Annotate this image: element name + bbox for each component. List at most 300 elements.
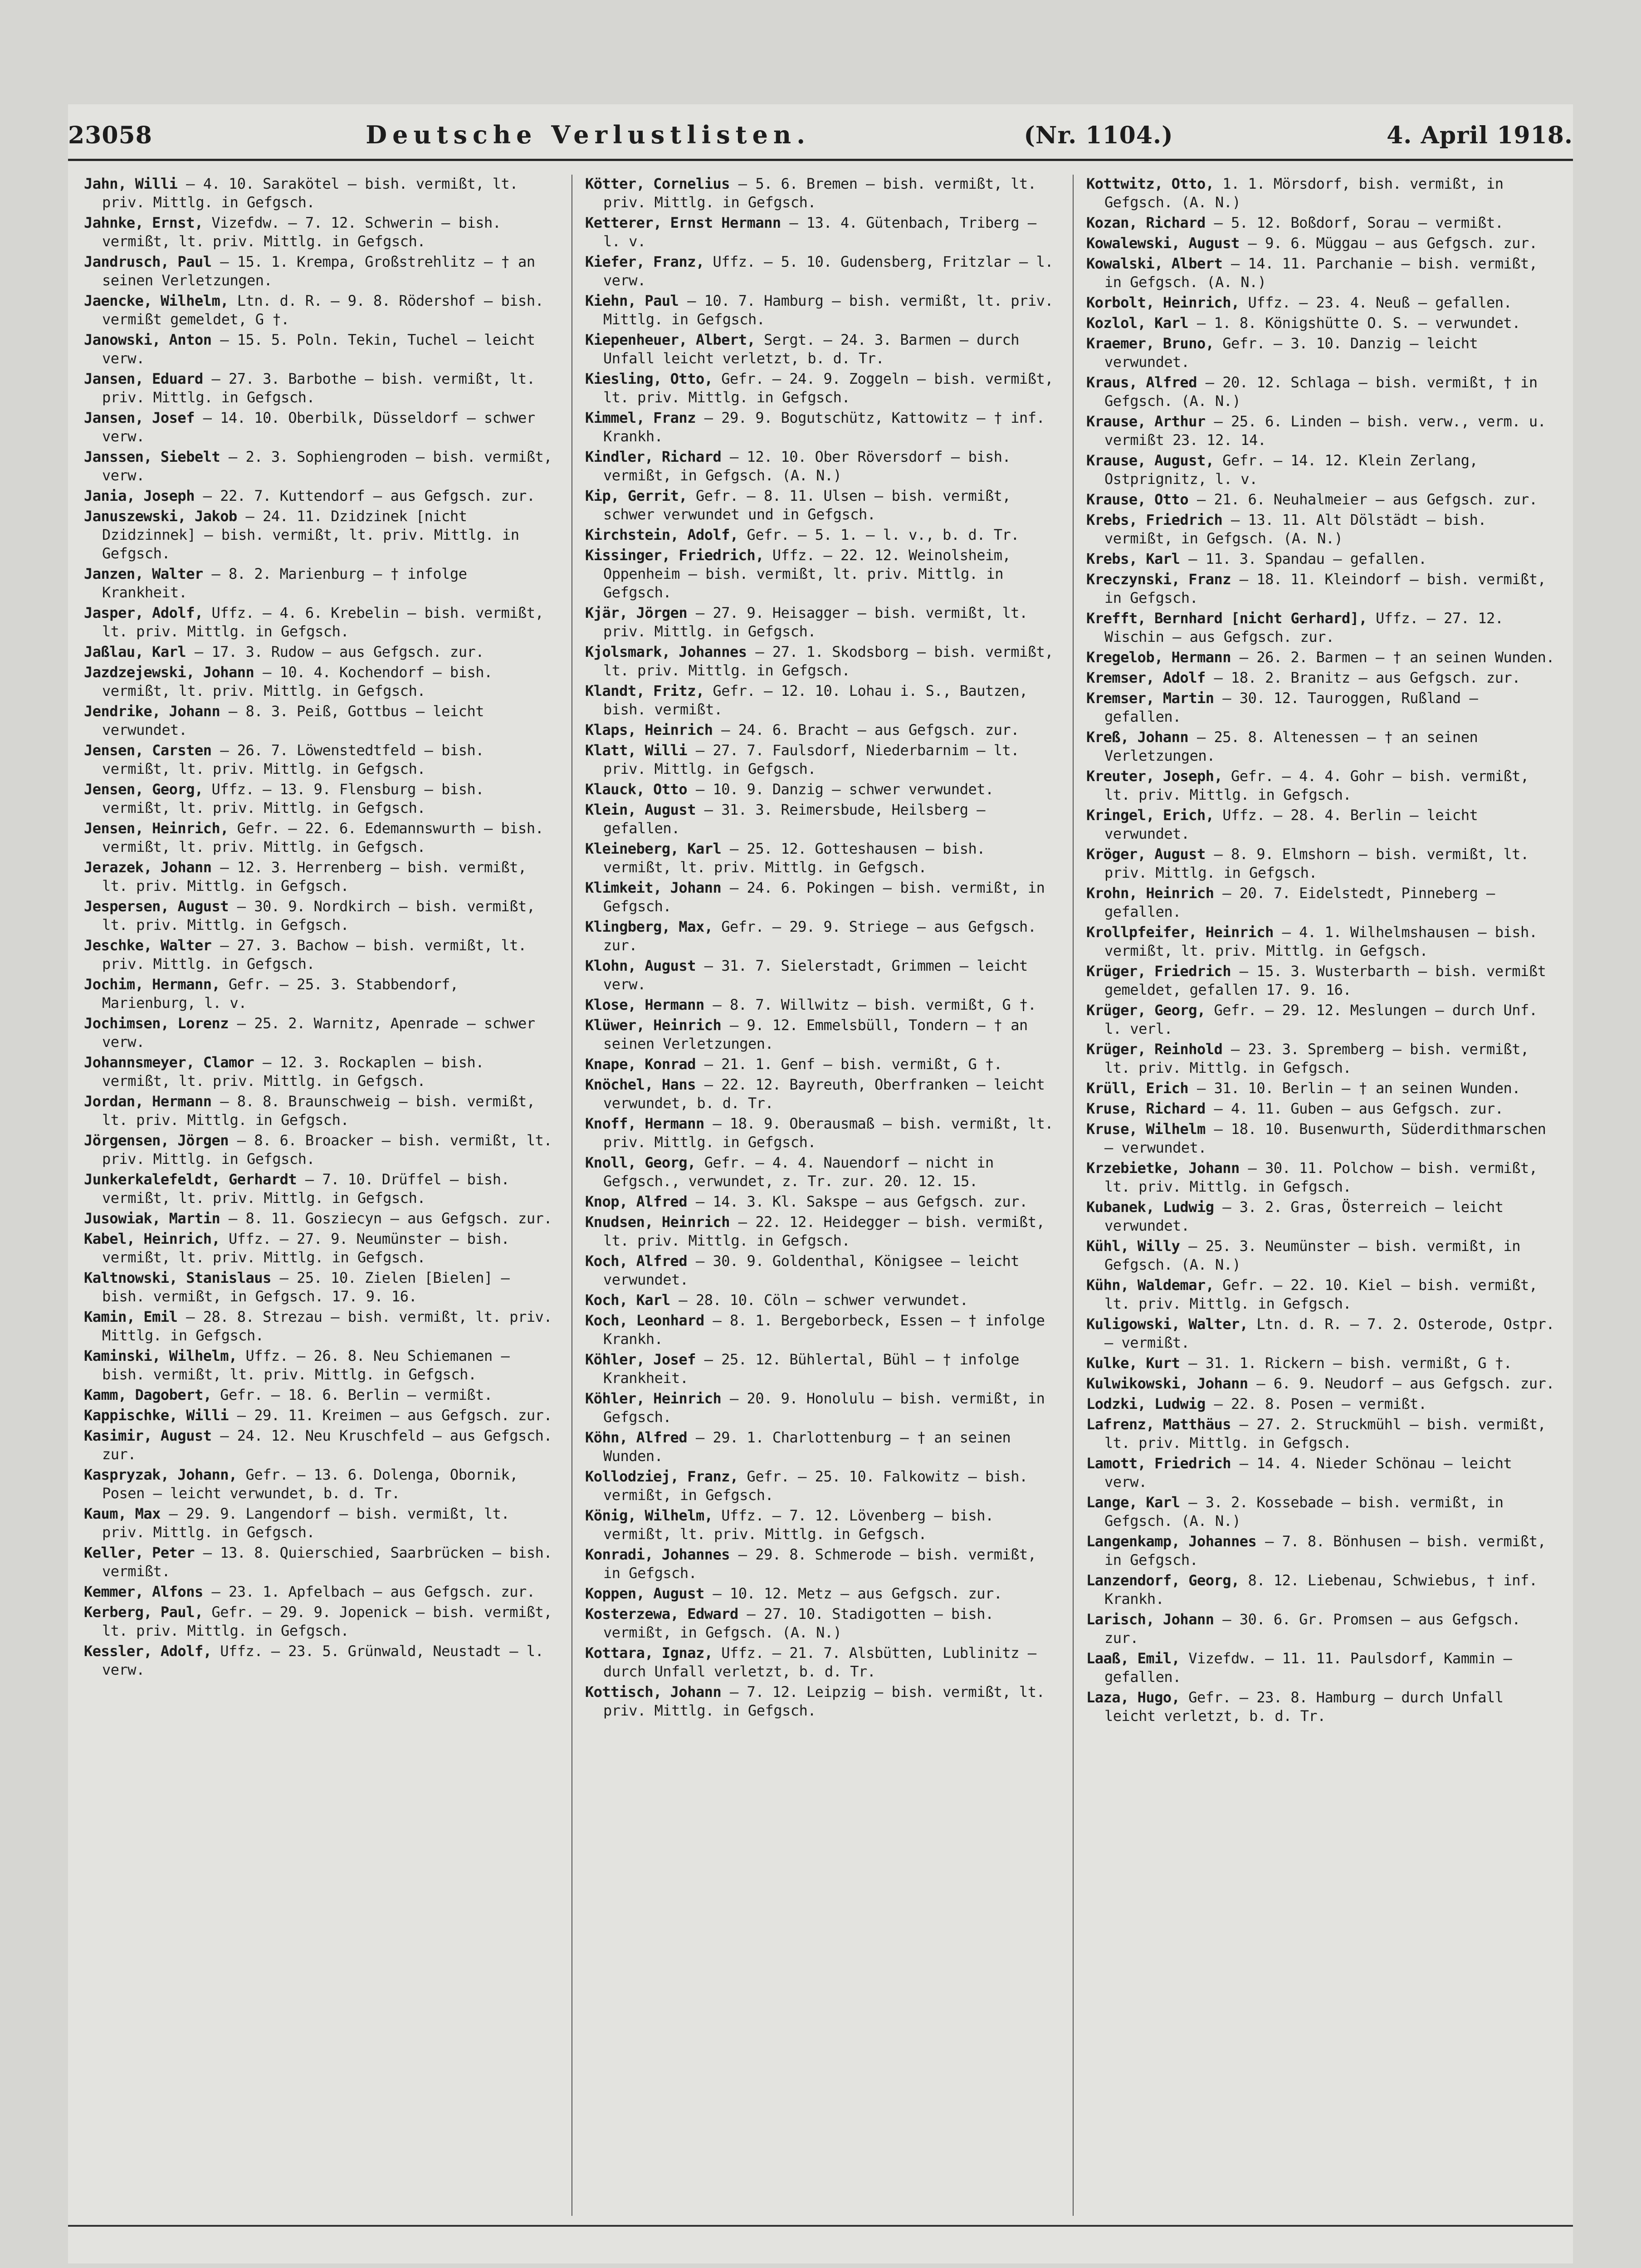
casualty-name: Kamm, Dagobert, <box>84 1386 212 1403</box>
casualty-details: — 29. 9. Bogutschütz, Kattowitz — † inf. Krankh. <box>603 409 1045 445</box>
casualty-entry <box>585 1075 1057 1113</box>
casualty-entry <box>585 996 1057 1014</box>
casualty-details: — 8. 6. Broacker — bish. vermißt, lt. priv. Mittlg. in Gefgsch. <box>102 1132 552 1168</box>
casualty-name: Lafrenz, Matthäus <box>1086 1416 1231 1433</box>
issue-date: 4. April 1918. <box>1387 122 1573 149</box>
casualty-name: Kamin, Emil <box>84 1308 178 1325</box>
casualty-details: — 17. 3. Rudow — aus Gefgsch. zur. <box>194 643 484 660</box>
casualty-details: — 12. 10. Ober Röversdorf — bish. vermißt, in Gefgsch. (A. N.) <box>603 448 1011 484</box>
casualty-details: Uffz. — 21. 7. Alsbütten, Lublinitz — durch Unfall verletzt, b. d. Tr. <box>603 1644 1036 1680</box>
casualty-details: — 25. 2. Warnitz, Apenrade — schwer verw. <box>102 1015 535 1051</box>
casualty-name: Kindler, Richard <box>585 448 722 465</box>
casualty-details: — 27. 3. Barbothe — bish. vermißt, lt. priv. Mittlg. in Gefgsch. <box>102 370 535 406</box>
casualty-entry <box>1086 962 1558 999</box>
casualty-name: Kozan, Richard <box>1086 214 1206 231</box>
casualty-name: Kowalewski, August <box>1086 235 1240 252</box>
casualty-name: Kaminski, Wilhelm, <box>84 1347 237 1364</box>
casualty-entry <box>1086 845 1558 882</box>
casualty-name: Koppen, August <box>585 1585 704 1602</box>
casualty-details: — 18. 10. Busenwurth, Süderdithmarschen — verwundet. <box>1104 1120 1546 1156</box>
casualty-details: — 20. 12. Schlaga — bish. vermißt, † in Gefgsch. (A. N.) <box>1104 374 1538 410</box>
casualty-entry <box>84 1427 556 1464</box>
casualty-details: — 30. 9. Nordkirch — bish. vermißt, lt. priv. Mittlg. in Gefgsch. <box>102 898 535 934</box>
casualty-details: — 8. 9. Elmshorn — bish. vermißt, lt. priv. Mittlg. in Gefgsch. <box>1104 846 1529 881</box>
casualty-entry <box>1086 923 1558 960</box>
casualty-details: — 27. 2. Struckmühl — bish. vermißt, lt. priv. Mittlg. in Gefgsch. <box>1104 1416 1546 1452</box>
casualty-name: Janssen, Siebelt <box>84 448 220 465</box>
casualty-details: Uffz. — 22. 12. Weinolsheim, Oppenheim — bish. vermißt, lt. priv. Mittlg. in Gefgsch. <box>603 547 1011 601</box>
casualty-entry <box>1086 1276 1558 1313</box>
casualty-details: — 24. 12. Neu Kruschfeld — aus Gefgsch. zur. <box>102 1427 552 1463</box>
casualty-name: Krüger, Reinhold <box>1086 1041 1223 1058</box>
casualty-name: Jusowiak, Martin <box>84 1210 220 1227</box>
casualty-details: — 22. 7. Kuttendorf — aus Gefgsch. zur. <box>203 487 535 504</box>
casualty-name: Kreczynski, Franz <box>1086 571 1231 588</box>
casualty-name: Jania, Joseph <box>84 487 195 504</box>
casualty-entry <box>84 292 556 329</box>
casualty-entry <box>585 1350 1057 1388</box>
casualty-entry <box>1086 175 1558 212</box>
casualty-name: Kimmel, Franz <box>585 409 696 426</box>
casualty-entry <box>1086 1198 1558 1235</box>
casualty-name: Kaltnowski, Stanislaus <box>84 1269 271 1286</box>
casualty-name: Krefft, Bernhard [nicht Gerhard], <box>1086 610 1368 627</box>
casualty-name: Kessler, Adolf, <box>84 1642 212 1660</box>
casualty-name: Krzebietke, Johann <box>1086 1159 1240 1177</box>
casualty-entry <box>84 1642 556 1679</box>
casualty-details: — 10. 7. Hamburg — bish. vermißt, lt. priv. Mittlg. in Gefgsch. <box>603 292 1054 328</box>
casualty-entry <box>585 780 1057 799</box>
casualty-name: Kühn, Waldemar, <box>1086 1276 1214 1294</box>
casualty-name: Lodzki, Ludwig <box>1086 1395 1206 1413</box>
casualty-entry <box>1086 1454 1558 1491</box>
casualty-entry <box>1086 1571 1558 1608</box>
casualty-details: — 10. 9. Danzig — schwer verwundet. <box>695 781 994 798</box>
casualty-entry <box>1086 511 1558 548</box>
page-number: 23058 <box>68 122 152 149</box>
casualty-details: — 18. 9. Oberausmaß — bish. vermißt, lt. priv. Mittlg. in Gefgsch. <box>603 1115 1054 1151</box>
casualty-entry <box>585 741 1057 778</box>
casualty-details: — 7. 10. Drüffel — bish. vermißt, lt. priv. Mittlg. in Gefgsch. <box>102 1171 510 1207</box>
casualty-details: — 23. 3. Spremberg — bish. vermißt, lt. priv. Mittlg. in Gefgsch. <box>1104 1041 1529 1076</box>
casualty-name: Jazdzejewski, Johann <box>84 664 254 681</box>
casualty-entry <box>585 918 1057 955</box>
casualty-entry <box>84 565 556 602</box>
casualty-details: Gefr. — 14. 12. Klein Zerlang, Ostprignitz, l. v. <box>1104 452 1478 488</box>
casualty-name: Klauck, Otto <box>585 781 688 798</box>
casualty-name: Kowalski, Albert <box>1086 255 1223 272</box>
casualty-details: — 26. 2. Barmen — † an seinen Wunden. <box>1239 649 1555 666</box>
publication-title: Deutsche Verlustlisten. <box>366 120 811 149</box>
casualty-details: — 24. 6. Pokingen — bish. vermißt, in Gefgsch. <box>603 879 1045 915</box>
casualty-name: Jensen, Georg, <box>84 781 203 798</box>
casualty-entry <box>1086 1159 1558 1196</box>
casualty-details: — 27. 10. Stadigotten — bish. vermißt, in Gefgsch. (A. N.) <box>603 1605 994 1641</box>
casualty-entry <box>84 663 556 700</box>
casualty-name: Janowski, Anton <box>84 331 212 348</box>
casualty-entry <box>1086 728 1558 765</box>
casualty-name: Kiehn, Paul <box>585 292 679 309</box>
casualty-entry <box>585 1311 1057 1349</box>
casualty-entry <box>1086 884 1558 921</box>
casualty-entry <box>1086 1237 1558 1274</box>
casualty-name: Kip, Gerrit, <box>585 487 688 504</box>
casualty-entry <box>1086 1079 1558 1098</box>
casualty-name: Köhler, Josef <box>585 1351 696 1368</box>
casualty-details: — 30. 9. Goldenthal, Königsee — leicht verwundet. <box>603 1252 1020 1288</box>
casualty-name: Krollpfeifer, Heinrich <box>1086 924 1274 941</box>
casualty-details: Uffz. — 13. 9. Flensburg — bish. vermißt, lt. priv. Mittlg. in Gefgsch. <box>102 781 484 816</box>
casualty-name: Junkerkalefeldt, Gerhardt <box>84 1171 297 1188</box>
casualty-entry <box>585 1016 1057 1053</box>
casualty-entry <box>84 1583 556 1601</box>
casualty-name: Jendrike, Johann <box>84 703 220 720</box>
casualty-name: Konradi, Johannes <box>585 1546 730 1563</box>
casualty-name: Kemmer, Alfons <box>84 1583 203 1600</box>
issue-number: (Nr. 1104.) <box>1024 122 1173 149</box>
casualty-name: Knoff, Hermann <box>585 1115 704 1132</box>
casualty-details: Gefr. — 18. 6. Berlin — vermißt. <box>220 1386 493 1403</box>
casualty-entry <box>1086 1120 1558 1157</box>
casualty-details: — 29. 9. Langendorf — bish. vermißt, lt. priv. Mittlg. in Gefgsch. <box>102 1505 510 1541</box>
casualty-details: Ltn. d. R. — 7. 2. Osterode, Ostpr. — vermißt. <box>1104 1315 1555 1351</box>
casualty-entry <box>585 526 1057 544</box>
casualty-details: — 14. 11. Parchanie — bish. vermißt, in Gefgsch. (A. N.) <box>1104 255 1538 291</box>
casualty-entry <box>585 1252 1057 1289</box>
casualty-entry <box>1086 254 1558 292</box>
casualty-details: — 8. 11. Gosziecyn — aus Gefgsch. zur. <box>229 1210 552 1227</box>
casualty-details: — 27. 3. Bachow — bish. vermißt, lt. priv. Mittlg. in Gefgsch. <box>102 937 527 973</box>
casualty-name: Jensen, Heinrich, <box>84 820 229 837</box>
casualty-entry <box>585 1193 1057 1211</box>
casualty-entry <box>585 1545 1057 1583</box>
casualty-details: — 29. 8. Schmerode — bish. vermißt, in Gefgsch. <box>603 1546 1036 1582</box>
casualty-entry <box>84 331 556 368</box>
casualty-name: Krebs, Karl <box>1086 550 1180 567</box>
casualty-details: — 7. 12. Leipzig — bish. vermißt, lt. priv. Mittlg. in Gefgsch. <box>603 1683 1045 1719</box>
casualty-details: — 12. 3. Herrenberg — bish. vermißt, lt. priv. Mittlg. in Gefgsch. <box>102 859 527 894</box>
casualty-entry <box>84 1603 556 1640</box>
casualty-details: Gefr. — 8. 11. Ulsen — bish. vermißt, schwer verwundet und in Gefgsch. <box>603 487 1011 523</box>
casualty-entry <box>84 1170 556 1207</box>
casualty-name: Kreß, Johann <box>1086 728 1189 746</box>
casualty-name: Klose, Hermann <box>585 996 704 1013</box>
casualty-entry <box>1086 234 1558 253</box>
casualty-name: Jeschke, Walter <box>84 937 212 954</box>
casualty-name: Langenkamp, Johannes <box>1086 1533 1257 1550</box>
header-rule <box>68 159 1573 161</box>
casualty-details: — 25. 10. Zielen [Bielen] — bish. vermißt, in Gefgsch. 17. 9. 16. <box>102 1269 510 1305</box>
casualty-name: Keller, Peter <box>84 1544 195 1561</box>
casualty-name: Kaum, Max <box>84 1505 161 1522</box>
casualty-entry <box>84 409 556 446</box>
casualty-entry <box>1086 806 1558 843</box>
casualty-name: König, Wilhelm, <box>585 1507 713 1524</box>
casualty-entry <box>84 741 556 778</box>
casualty-name: Klandt, Fritz, <box>585 682 704 699</box>
casualty-entry <box>84 1014 556 1051</box>
casualty-entry <box>84 780 556 817</box>
casualty-entry <box>84 1131 556 1168</box>
casualty-name: Klatt, Willi <box>585 742 688 759</box>
casualty-entry <box>1086 570 1558 607</box>
casualty-entry <box>84 643 556 661</box>
casualty-name: Laaß, Emil, <box>1086 1650 1180 1667</box>
casualty-name: Klimkeit, Johann <box>585 879 722 896</box>
casualty-name: Krause, Otto <box>1086 491 1189 508</box>
casualty-name: Kottisch, Johann <box>585 1683 722 1701</box>
casualty-entry <box>84 858 556 895</box>
casualty-entry <box>1086 1354 1558 1373</box>
casualty-entry <box>585 546 1057 602</box>
casualty-entry <box>1086 689 1558 726</box>
casualty-entry <box>84 1347 556 1384</box>
casualty-details: — 31. 3. Reimersbude, Heilsberg — gefallen. <box>603 801 985 837</box>
casualty-name: Kiepenheuer, Albert, <box>585 331 756 348</box>
casualty-details: — 25. 12. Gotteshausen — bish. vermißt, lt. priv. Mittlg. in Gefgsch. <box>603 840 985 876</box>
casualty-details: — 22. 12. Bayreuth, Oberfranken — leicht verwundet, b. d. Tr. <box>603 1076 1045 1112</box>
casualty-details: Gefr. — 22. 10. Kiel — bish. vermißt, lt. priv. Mittlg. in Gefgsch. <box>1104 1276 1538 1312</box>
casualty-details: Gefr. — 29. 9. Striege — aus Gefgsch. zur. <box>603 918 1036 954</box>
casualty-name: Kiesling, Otto, <box>585 370 713 387</box>
casualty-details: — 29. 11. Kreimen — aus Gefgsch. zur. <box>237 1407 552 1424</box>
casualty-details: Gefr. — 4. 4. Nauendorf — nicht in Gefgsch., verwundet, z. Tr. zur. 20. 12. 15. <box>603 1154 994 1190</box>
casualty-details: — 25. 12. Bühlertal, Bühl — † infolge Krankheit. <box>603 1351 1020 1387</box>
casualty-name: Kruse, Richard <box>1086 1100 1206 1117</box>
casualty-name: Kerberg, Paul, <box>84 1603 203 1621</box>
casualty-entry <box>585 292 1057 329</box>
casualty-entry <box>84 975 556 1012</box>
casualty-details: — 14. 3. Kl. Sakspe — aus Gefgsch. zur. <box>695 1193 1028 1210</box>
casualty-details: — 22. 12. Heidegger — bish. vermißt, lt. priv. Mittlg. in Gefgsch. <box>603 1213 1045 1249</box>
casualty-details: Gefr. — 13. 6. Dolenga, Obornik, Posen — leicht verwundet, b. d. Tr. <box>102 1466 518 1502</box>
casualty-details: — 20. 7. Eidelstedt, Pinneberg — gefallen. <box>1104 885 1495 920</box>
casualty-name: Jordan, Hermann <box>84 1093 212 1110</box>
casualty-details: — 3. 2. Kossebade — bish. vermißt, in Gefgsch. (A. N.) <box>1104 1494 1504 1530</box>
casualty-entry <box>1086 1395 1558 1413</box>
casualty-details: — 27. 9. Heisagger — bish. vermißt, lt. priv. Mittlg. in Gefgsch. <box>603 604 1028 640</box>
casualty-entry <box>1086 1610 1558 1647</box>
casualty-entry <box>84 1209 556 1228</box>
casualty-details: — 28. 10. Cöln — schwer verwundet. <box>679 1291 968 1309</box>
casualty-name: Kröger, August <box>1086 846 1206 863</box>
casualty-name: Kühl, Willy <box>1086 1237 1180 1255</box>
casualty-entry <box>84 175 556 212</box>
casualty-entry <box>84 1406 556 1425</box>
casualty-details: — 30. 12. Tauroggen, Rußland — gefallen. <box>1104 689 1478 725</box>
casualty-entry <box>84 1466 556 1503</box>
casualty-entry <box>84 936 556 973</box>
casualty-details: 1. 1. Mörsdorf, bish. vermißt, in Gefgsch. (A. N.) <box>1104 175 1504 211</box>
casualty-name: Klüwer, Heinrich <box>585 1017 722 1034</box>
casualty-entry <box>1086 1374 1558 1393</box>
casualty-details: — 13. 4. Gütenbach, Triberg — l. v. <box>603 214 1036 250</box>
casualty-entry <box>84 819 556 856</box>
casualty-entry <box>84 253 556 290</box>
casualty-entry <box>585 1428 1057 1466</box>
casualty-details: — 12. 3. Rockaplen — bish. vermißt, lt. priv. Mittlg. in Gefgsch. <box>102 1054 484 1090</box>
casualty-name: Jansen, Josef <box>84 409 195 426</box>
casualty-name: Kringel, Erich, <box>1086 807 1214 824</box>
casualty-name: Kaspryzak, Johann, <box>84 1466 237 1483</box>
casualty-details: — 25. 3. Neumünster — bish. vermißt, in Gefgsch. (A. N.) <box>1104 1237 1521 1273</box>
casualty-entry <box>585 801 1057 838</box>
casualty-name: Kremser, Adolf <box>1086 669 1206 686</box>
casualty-details: Gefr. — 22. 6. Edemannswurth — bish. vermißt, lt. priv. Mittlg. in Gefgsch. <box>102 820 544 855</box>
casualty-entry <box>84 214 556 251</box>
casualty-details: — 15. 1. Krempa, Großstrehlitz — † an seinen Verletzungen. <box>102 253 535 289</box>
casualty-details: — 21. 6. Neuhalmeier — aus Gefgsch. zur. <box>1197 491 1538 508</box>
casualty-details: — 8. 7. Willwitz — bish. vermißt, G †. <box>713 996 1036 1013</box>
casualty-details: Vizefdw. — 7. 12. Schwerin — bish. vermißt, lt. priv. Mittlg. in Gefgsch. <box>102 214 501 250</box>
casualty-details: — 18. 2. Branitz — aus Gefgsch. zur. <box>1214 669 1521 686</box>
casualty-name: Jasper, Adolf, <box>84 604 203 621</box>
casualty-details: — 27. 1. Skodsborg — bish. vermißt, lt. priv. Mittlg. in Gefgsch. <box>603 643 1054 679</box>
casualty-entry <box>585 175 1057 212</box>
casualty-entry <box>585 1055 1057 1074</box>
casualty-name: Kraemer, Bruno, <box>1086 335 1214 352</box>
casualty-details: — 9. 6. Müggau — aus Gefgsch. zur. <box>1248 235 1538 252</box>
casualty-name: Knoll, Georg, <box>585 1154 696 1171</box>
casualty-details: Uffz. — 7. 12. Lövenberg — bish. vermißt, lt. priv. Mittlg. in Gefgsch. <box>603 1507 994 1543</box>
casualty-name: Johannsmeyer, Clamor <box>84 1054 254 1071</box>
casualty-name: Lanzendorf, Georg, <box>1086 1572 1240 1589</box>
casualty-entry <box>585 370 1057 407</box>
casualty-entry <box>84 487 556 505</box>
casualty-entry <box>84 1308 556 1345</box>
casualty-name: Kottwitz, Otto, <box>1086 175 1214 192</box>
casualty-entry <box>84 702 556 739</box>
casualty-entry <box>84 448 556 485</box>
casualty-details: — 4. 1. Wilhelmshausen — bish. vermißt, lt. priv. Mittlg. in Gefgsch. <box>1104 924 1538 959</box>
casualty-name: Jörgensen, Jörgen <box>84 1132 229 1149</box>
casualty-entry <box>1086 412 1558 450</box>
casualty-entry <box>1086 1532 1558 1569</box>
casualty-name: Kjolsmark, Johannes <box>585 643 747 660</box>
casualty-details: — 30. 11. Polchow — bish. vermißt, lt. priv. Mittlg. in Gefgsch. <box>1104 1159 1538 1195</box>
casualty-name: Jochim, Hermann, <box>84 976 220 993</box>
casualty-entry <box>1086 550 1558 568</box>
casualty-details: — 30. 6. Gr. Promsen — aus Gefgsch. zur. <box>1104 1611 1521 1647</box>
casualty-details: Uffz. — 23. 5. Grünwald, Neustadt — l. verw. <box>102 1642 544 1678</box>
casualty-name: Kollodziej, Franz, <box>585 1468 738 1485</box>
casualty-entry <box>585 331 1057 368</box>
casualty-entry <box>585 1584 1057 1603</box>
casualty-details: Uffz. — 23. 4. Neuß — gefallen. <box>1248 294 1512 311</box>
casualty-details: 8. 12. Liebenau, Schwiebus, † inf. Krankh. <box>1104 1572 1538 1608</box>
casualty-name: Kulke, Kurt <box>1086 1354 1180 1372</box>
casualty-name: Köhler, Heinrich <box>585 1390 722 1407</box>
casualty-details: — 26. 7. Löwenstedtfeld — bish. vermißt, lt. priv. Mittlg. in Gefgsch. <box>102 742 484 777</box>
column-2 <box>585 175 1057 2216</box>
column-1 <box>84 175 556 2216</box>
casualty-details: — 15. 3. Wusterbarth — bish. vermißt gemeldet, gefallen 17. 9. 16. <box>1104 963 1546 998</box>
casualty-details: — 5. 12. Boßdorf, Sorau — vermißt. <box>1214 214 1504 231</box>
casualty-entry <box>585 1506 1057 1544</box>
casualty-entry <box>585 682 1057 719</box>
casualty-details: — 10. 4. Kochendorf — bish. vermißt, lt. priv. Mittlg. in Gefgsch. <box>102 664 493 699</box>
casualty-name: Kubanek, Ludwig <box>1086 1198 1214 1216</box>
casualty-name: Korbolt, Heinrich, <box>1086 294 1240 311</box>
casualty-details: Uffz. — 26. 8. Neu Schiemanen — bish. vermißt, lt. priv. Mittlg. in Gefgsch. <box>102 1347 510 1383</box>
casualty-name: Kappischke, Willi <box>84 1407 229 1424</box>
casualty-details: — 5. 6. Bremen — bish. vermißt, lt. priv. Mittlg. in Gefgsch. <box>603 175 1036 211</box>
casualty-name: Knudsen, Heinrich <box>585 1213 730 1231</box>
casualty-name: Ketterer, Ernst Hermann <box>585 214 781 231</box>
casualty-name: Janzen, Walter <box>84 565 203 582</box>
casualty-entry <box>1086 1100 1558 1118</box>
casualty-details: Gefr. — 25. 10. Falkowitz — bish. vermißt, in Gefgsch. <box>603 1468 1028 1504</box>
casualty-entry <box>1086 334 1558 371</box>
casualty-entry <box>84 897 556 934</box>
casualty-details: — 25. 8. Altenessen — † an seinen Verletzungen. <box>1104 728 1478 764</box>
casualty-entry <box>84 1092 556 1129</box>
casualty-details: Uffz. — 28. 4. Berlin — leicht verwundet. <box>1104 807 1478 842</box>
casualty-name: Jahnke, Ernst, <box>84 214 203 231</box>
casualty-entry <box>585 487 1057 524</box>
casualty-details: Uffz. — 5. 10. Gudensberg, Fritzlar — l. verw. <box>603 253 1054 289</box>
casualty-details: — 9. 12. Emmelsbüll, Tondern — † an seinen Verletzungen. <box>603 1017 1028 1052</box>
casualty-name: Kuligowski, Walter, <box>1086 1315 1248 1333</box>
casualty-name: Kasimir, August <box>84 1427 212 1444</box>
casualty-name: Januszewski, Jakob <box>84 508 237 525</box>
casualty-name: Knöchel, Hans <box>585 1076 696 1093</box>
column-divider <box>1073 175 1074 2216</box>
casualty-name: Jandrusch, Paul <box>84 253 212 270</box>
casualty-details: — 15. 5. Poln. Tekin, Tuchel — leicht verw. <box>102 331 535 367</box>
casualty-name: Krebs, Friedrich <box>1086 511 1223 528</box>
casualty-name: Kulwikowski, Johann <box>1086 1375 1248 1392</box>
casualty-details: Gefr. — 5. 1. — l. v., b. d. Tr. <box>747 526 1020 543</box>
casualty-name: Krüger, Georg, <box>1086 1002 1206 1019</box>
casualty-entry <box>585 721 1057 739</box>
casualty-details: — 8. 1. Bergeborbeck, Essen — † infolge Krankh. <box>603 1312 1045 1348</box>
casualty-name: Knape, Konrad <box>585 1056 696 1073</box>
casualty-entry <box>585 840 1057 877</box>
casualty-entry <box>84 1505 556 1542</box>
casualty-entry <box>1086 373 1558 411</box>
casualty-name: Köhn, Alfred <box>585 1429 688 1446</box>
casualty-entry <box>585 604 1057 641</box>
casualty-name: Jaencke, Wilhelm, <box>84 292 229 309</box>
casualty-name: Jaßlau, Karl <box>84 643 186 660</box>
casualty-details: — 2. 3. Sophiengroden — bish. vermißt, verw. <box>102 448 552 484</box>
casualty-details: — 27. 7. Faulsdorf, Niederbarnim — lt. priv. Mittlg. in Gefgsch. <box>603 742 1020 777</box>
casualty-entry <box>84 1269 556 1306</box>
casualty-details: — 24. 6. Bracht — aus Gefgsch. zur. <box>721 721 1020 738</box>
casualty-details: Gefr. — 24. 9. Zoggeln — bish. vermißt, lt. priv. Mittlg. in Gefgsch. <box>603 370 1054 406</box>
casualty-details: — 24. 11. Dzidzinek [nicht Dzidzinnek] — bish. vermißt, lt. priv. Mittlg. in Gefgsch. <box>102 508 519 562</box>
casualty-entry <box>585 1114 1057 1152</box>
footer-rule <box>68 2225 1573 2227</box>
casualty-name: Jensen, Carsten <box>84 742 212 759</box>
casualty-name: Koch, Karl <box>585 1291 670 1309</box>
casualty-details: — 23. 1. Apfelbach — aus Gefgsch. zur. <box>211 1583 535 1600</box>
casualty-details: Uffz. — 27. 9. Neumünster — bish. vermißt, lt. priv. Mittlg. in Gefgsch. <box>102 1230 510 1266</box>
casualty-entry <box>1086 451 1558 489</box>
casualty-name: Klingberg, Max, <box>585 918 713 935</box>
casualty-details: — 29. 1. Charlottenburg — † an seinen Wunden. <box>603 1429 1011 1465</box>
casualty-name: Krüll, Erich <box>1086 1080 1189 1097</box>
casualty-entry <box>84 370 556 407</box>
casualty-details: — 1. 8. Königshütte O. S. — verwundet. <box>1197 314 1521 332</box>
casualty-name: Klohn, August <box>585 957 696 974</box>
casualty-entry <box>585 1213 1057 1250</box>
casualty-entry <box>585 253 1057 290</box>
casualty-details: Gefr. — 23. 8. Hamburg — durch Unfall leicht verletzt, b. d. Tr. <box>1104 1689 1504 1725</box>
casualty-details: — 25. 6. Linden — bish. verw., verm. u. vermißt 23. 12. 14. <box>1104 413 1546 449</box>
casualty-details: — 4. 10. Sarakötel — bish. vermißt, lt. priv. Mittlg. in Gefgsch. <box>102 175 518 211</box>
